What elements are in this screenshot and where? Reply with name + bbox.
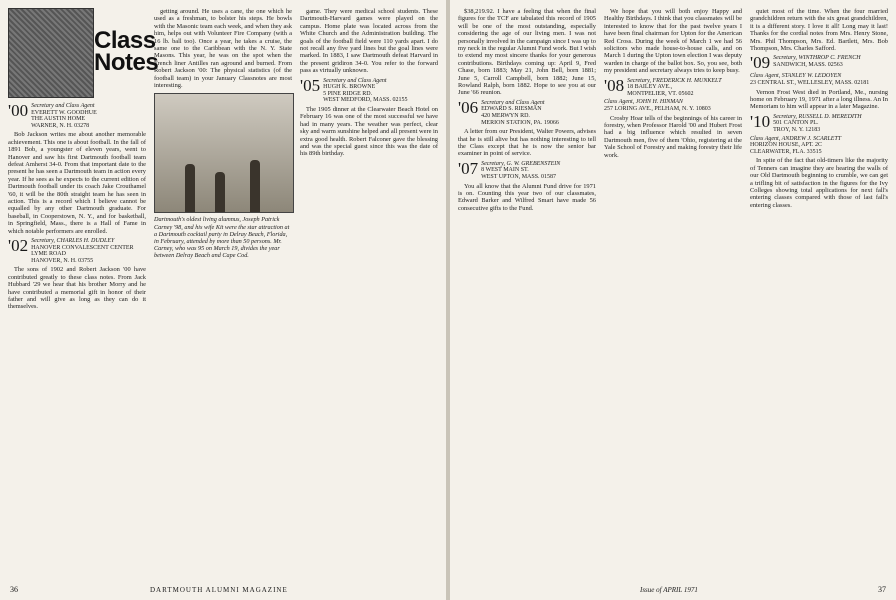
class-heading-1905 [300, 75, 438, 104]
class-heading-1906 [458, 97, 596, 126]
body-text: We hope that you will both enjoy Happy and Healthy Birthdays. I think that you classmates will be interested to know that for the past twelve years I have been final chairman for Upton for the American Red Cross. During the week of March 1 we had 56 solicitors who made house-to-house calls, and on March 1 during the Upton town election I was deputy warden in charge of the ballot box. So, you see, both my president and secretary always tries to keep busy. [604, 8, 742, 75]
secretary-label: Secretary and Class Agent [31, 103, 95, 109]
alumni-photo [154, 93, 294, 213]
person-figure [185, 164, 195, 212]
right-page [450, 0, 896, 600]
secretary-label: Secretary and Class Agent [323, 77, 387, 84]
page-title: Class Notes [94, 27, 159, 76]
class-year: '08 [604, 75, 625, 95]
left-page [0, 0, 446, 600]
issue-footer: Issue of APRIL 1971 [640, 586, 698, 594]
address-line: HORIZON HOUSE, APT. 2C [750, 142, 823, 149]
address-line: 420 MERWYN RD. [481, 113, 530, 120]
body-text: Bob Jackson writes me about another memorable achievement. This one is about football. In the fall of 1891 Bob, a youngster of eleven years, went to Hanover and saw his first Dartmouth football team defeat Amherst 34-0. From that important date to the present he has seen a Dartmouth team in action every year. If he sees as he expects to the current edition of Dartmouth football under its coach Jake Crouthamel '60, it will be the 80th straight team he has seen in action. This is a record which I believe cannot be equalled by any other Dartmouth graduate. For baseball, in Cooperstown, N. Y., and for basketball, in Springfield, Mass., there is a Hall of Fame in which notable performers are enrolled. [8, 131, 146, 235]
class-heading-1909 [750, 55, 888, 71]
address-line: 8 WEST MAIN ST. [481, 167, 529, 174]
body-text: getting around. He uses a cane, the one which he used as a freshman, to bolster his steps. He bowls with the Masonic team each week, and when they ask him, helps out with Volunteer Fire Company (with a 16 lb. ball too). Once a year, he takes a cruise, the same one to the Caribbean with the N. Y. State Masons. This year, he was on the spot when the French liner Antilles ran aground and burned. From Robert Jackson '00: The physical statistics (of the football team) in your January Classnotes are most interesting. [154, 8, 292, 90]
body-text: $38,219.92. I have a feeling that when the final figures for the TCF are tabulated this record of 1905 will be one of the most outstanding, especially considering the age of our living men. I was not personally involved in the campaign since I was up to my neck in the regular Alumni Fund work. But I wish to extend my most sincere thanks for your generous contributions. Birthdays coming up: April 9, Fred Chase, born 1883; May 21, John Bell, born 1881; June 5, Carroll Campbell, born 1882; June 15, Rowland Ralph, born 1882. Hope to see you at our June '66 reunion. [458, 8, 596, 97]
address-line: MONTPELIER, VT. 05602 [627, 90, 694, 97]
address-line: WEST MEDFORD, MASS. 02155 [323, 97, 408, 104]
page-number: 37 [878, 585, 886, 594]
class-heading-1908 [604, 75, 742, 98]
left-columns [8, 8, 438, 578]
secretary-label: Secretary, WINTHROP C. FRENCH [773, 55, 861, 62]
address-line: SANDWICH, MASS. 02563 [773, 62, 843, 69]
class-notes-header [8, 8, 159, 100]
address-line: THE AUSTIN HOME [31, 116, 86, 123]
secretary-name: EVERETT W. GOODHUE [31, 109, 97, 116]
address-line: CLEARWATER, FLA. 33515 [750, 148, 822, 155]
secretary-label: Secretary, G. W. GREBENSTEIN [481, 160, 561, 167]
secretary-label: Secretary, FREDERICK H. MUNKELT [627, 77, 722, 84]
class-year: '06 [458, 97, 479, 117]
person-figure [215, 172, 225, 212]
person-figure [250, 160, 260, 212]
body-text: Vernon Frost West died in Portland, Me., nursing home on February 19, 1971 after a long illness. An In Memoriam to him will appear in a later Magazine. [750, 88, 888, 111]
secretary-label: Secretary, RUSSELL D. MEREDITH [773, 113, 862, 120]
left-col-3 [300, 8, 438, 578]
right-columns [458, 8, 888, 578]
body-text: Crosby Hoar tells of the beginnings of his career in forestry, when Professor Harold '00 and Hubert Frost had a big influence which resulted in seven Dartmouth men, five of them 'Ohio, registering at the Yale School of Forestry and making forestry their life work. [604, 114, 742, 159]
secretary-label: Secretary and Class Agent [481, 99, 545, 106]
class-heading-1900 [8, 103, 146, 129]
class-year: '02 [8, 236, 29, 256]
page-gutter [446, 0, 450, 600]
class-agent-label: Class Agent, STANLEY W. LEDOYEN [750, 73, 842, 80]
secretary-name: EDWARD S. RIESMAN [481, 106, 542, 113]
class-heading-1907 [458, 158, 596, 181]
class-agent-label: Class Agent, ANDREW J. SCARLETT [750, 135, 842, 142]
address-line: 501 CANTON PL. [773, 120, 819, 127]
address-line: 5 PINE RIDGE RD. [323, 90, 373, 97]
address-line: WARNER, N. H. 03278 [31, 122, 90, 129]
right-col-3 [750, 8, 888, 578]
class-heading-1902 [8, 238, 146, 264]
secretary-name: HUGH K. BROWNE [323, 84, 376, 91]
class-year: '09 [750, 53, 771, 73]
address-line: 18 BAILEY AVE., [627, 84, 673, 91]
body-text: You all know that the Alumni Fund drive for 1971 is on. Counting this year two of our classmates, Edward Barker and Wilfred Smart have made 56 consecutive gifts to the Fund. [458, 182, 596, 212]
address-line: MERION STATION, PA. 19066 [481, 119, 559, 126]
address-line: TROY, N. Y. 12183 [773, 127, 821, 134]
address-line: LYME ROAD [31, 251, 66, 258]
body-text: The 1905 dinner at the Clearwater Beach Hotel on February 16 was one of the most successful we have had in many years. The weather was perfect, clear sky and warm sunshine helped and all present were in extra good health. Robert Falconer gave the blessing and was the special guest since this was the date of his 89th birthday. [300, 106, 438, 158]
address-line: 257 LORING AVE., PELHAM, N. Y. 10803 [604, 106, 711, 113]
address-line: HANOVER, N. H. 03755 [31, 257, 94, 264]
class-year: '05 [300, 75, 321, 95]
address-line: 23 CENTRAL ST., WELLESLEY, MASS. 02181 [750, 80, 870, 87]
class-heading-1910 [750, 111, 888, 134]
class-year: '00 [8, 101, 29, 120]
body-text: A letter from our President, Walter Powers, advises that he is still alive but has nothing interesting to tell the Class except that he is now the senior bar examiner in point of service. [458, 128, 596, 158]
header-photo [8, 8, 94, 98]
left-col-1 [8, 8, 159, 578]
address-line: HANOVER CONVALESCENT CENTER [31, 244, 134, 251]
right-col-2 [604, 8, 742, 578]
body-text: game. They were medical school students. These Dartmouth-Harvard games were played on the campus. Home plate was located across from the White Church and the Administration building. The goals of the football field were 110 yards apart. I do not recall any five yard lines but the goal lines were marked. In 1883, I saw Dartmouth defeat Harvard in the present gridiron 34-0. You refer to the forward pass as virtually unknown. [300, 8, 438, 75]
magazine-footer: DARTMOUTH ALUMNI MAGAZINE [150, 586, 288, 594]
left-col-2 [154, 8, 292, 578]
class-year: '10 [750, 111, 771, 131]
page-number: 36 [10, 585, 18, 594]
body-text: quiet most of the time. When the four married grandchildren return with the six great grandchildren, it is a different story. I love it all! Long may it last! Thanks for the cordial notes from Mrs. Henry Stone, Mrs. Phil Thompson, Mrs. Ed. Bartlett, Mrs. Bob Thompson, Mrs. Charles Safford. [750, 8, 888, 53]
body-text: In spite of the fact that old-timers like the majority of Tenners can imagine they are hearing the walls of our Old Dartmouth beginning to crumble, we can get a trifling bit of satisfaction in the figures for the Ivy Colleges showing total applications for next fall's entering classes compared with those of last fall's entering classes. [750, 157, 888, 209]
body-text: The sons of 1902 and Robert Jackson '00 have contributed greatly to these class notes. From Jack Hubbard '29 we hear that his brother Morry and he have contributed a memorial gift in honor of their father and will give as long as they can do it themselves. [8, 266, 146, 311]
address-line: WEST UPTON, MASS. 01587 [481, 174, 557, 181]
right-col-1 [458, 8, 596, 578]
class-agent-label: Class Agent, JOHN H. HINMAN [604, 99, 683, 106]
secretary-label: Secretary, CHARLES H. DUDLEY [31, 238, 115, 245]
photo-caption: Dartmouth's oldest living alumnus, Joseph Patrick Carney '98, and his wife Kit were the star attraction at a Dartmouth cocktail party in Delray Beach, Florida, in February, attended by more than 50 persons. Mr. Carney, who was 95 on March 19, divides the year between Delray Beach and Cape Cod. [154, 216, 290, 260]
class-year: '07 [458, 158, 479, 178]
